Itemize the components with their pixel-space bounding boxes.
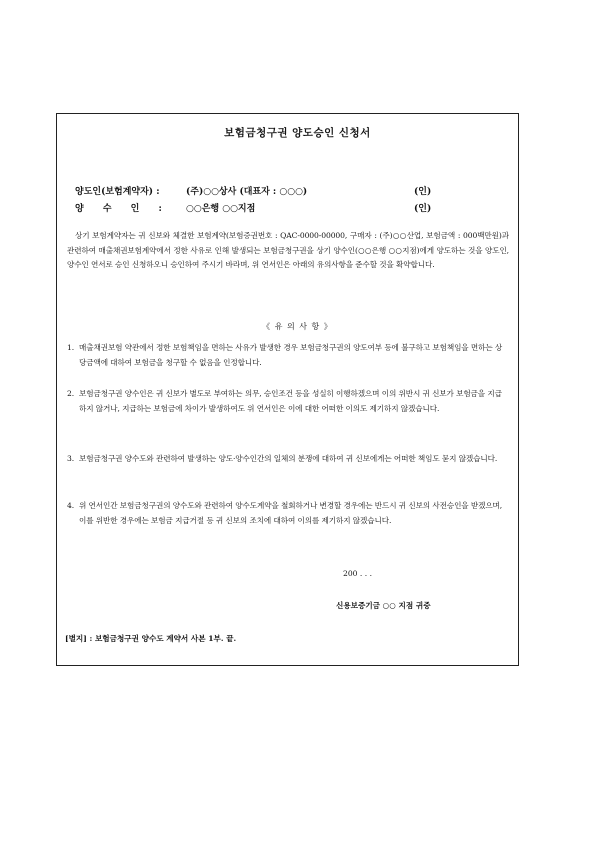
notice-item — [67, 499, 507, 528]
notice-item — [67, 452, 507, 467]
notice-item-text: 위 연서인간 보험금청구권의 양수도와 관련하여 양수도계약을 철회하거나 변경할 경우에는 반드시 귀 신보의 사전승인을 받겠으며, 이를 위반한 경우에는 보험금 지급거절 등 귀 신보의 조치에 대하여 이의를 제기하지 않겠습니다. — [79, 501, 503, 525]
notice-item — [67, 387, 507, 416]
notice-item-number: 2. — [67, 389, 75, 398]
assignee-value: ○○은행 ○○지점 — [186, 204, 256, 214]
assignee-label: 양 수 인 : — [75, 204, 162, 214]
notice-item-text: 보험금청구권 양수도와 관련하여 발생하는 양도·양수인간의 일체의 분쟁에 대하여 귀 신보에게는 어떠한 책임도 묻지 않겠습니다. — [79, 454, 498, 463]
notice-item-text: 보험금청구권 양수인은 귀 신보가 별도로 부여하는 의무, 승인조건 등을 성실히 이행하겠으며 이의 위반시 귀 신보가 보험금을 지급하지 않거나, 지급하는 보험금에 차이가 발생하여도 위 연서인은 이에 대한 어떠한 이의도 제기하지 않겠습니다. — [79, 389, 502, 413]
notice-item-number: 1. — [67, 343, 75, 352]
notice-item-number: 3. — [67, 454, 75, 463]
notice-heading: 《 유 의 사 항 》 — [262, 322, 333, 331]
attachment-note: [별지] : 보험금청구권 양수도 계약서 사본 1부. 끝. — [65, 634, 237, 643]
assignor-label: 양도인(보험계약자) : — [75, 187, 160, 197]
notice-item — [67, 341, 507, 370]
document-title: 보험금청구권 양도승인 신청서 — [224, 127, 371, 139]
assignee-seal: (인) — [414, 204, 432, 214]
notice-item-number: 4. — [67, 501, 75, 510]
notice-item-text: 매출채권보험 약관에서 정한 보험책임을 면하는 사유가 발생한 경우 보험금청구권의 양도여부 등에 불구하고 보험책임을 면하는 상당금액에 대하여 보험금을 청구할 수 없음을 인정합니다. — [79, 343, 503, 367]
date-line: 200 . . . — [343, 569, 372, 578]
assignor-value: (주)○○상사 (대표자 : ○○○) — [186, 187, 308, 197]
addressee: 신용보증기금 ○○ 지점 귀중 — [336, 601, 431, 610]
intro-paragraph: 상기 보험계약자는 귀 신보와 체결한 보험계약(보험증권번호 : QAC-0000-00000, 구매자 : (주)○○산업, 보험금액 : 000백만원)과 관련하여 매출채권보험계약에서 정한 사유로 인해 발생되는 보험금청구권을 상기 양수인(○○은행 ○○지점)에게 양도하는 것을 양도인, 양수인 연서로 승인 신청하오니 승인하여 주시기 바라며, 위 연서인은 아래의 유의사항을 준수할 것을 확약합니다. — [67, 231, 509, 269]
assignor-seal: (인) — [414, 187, 432, 197]
